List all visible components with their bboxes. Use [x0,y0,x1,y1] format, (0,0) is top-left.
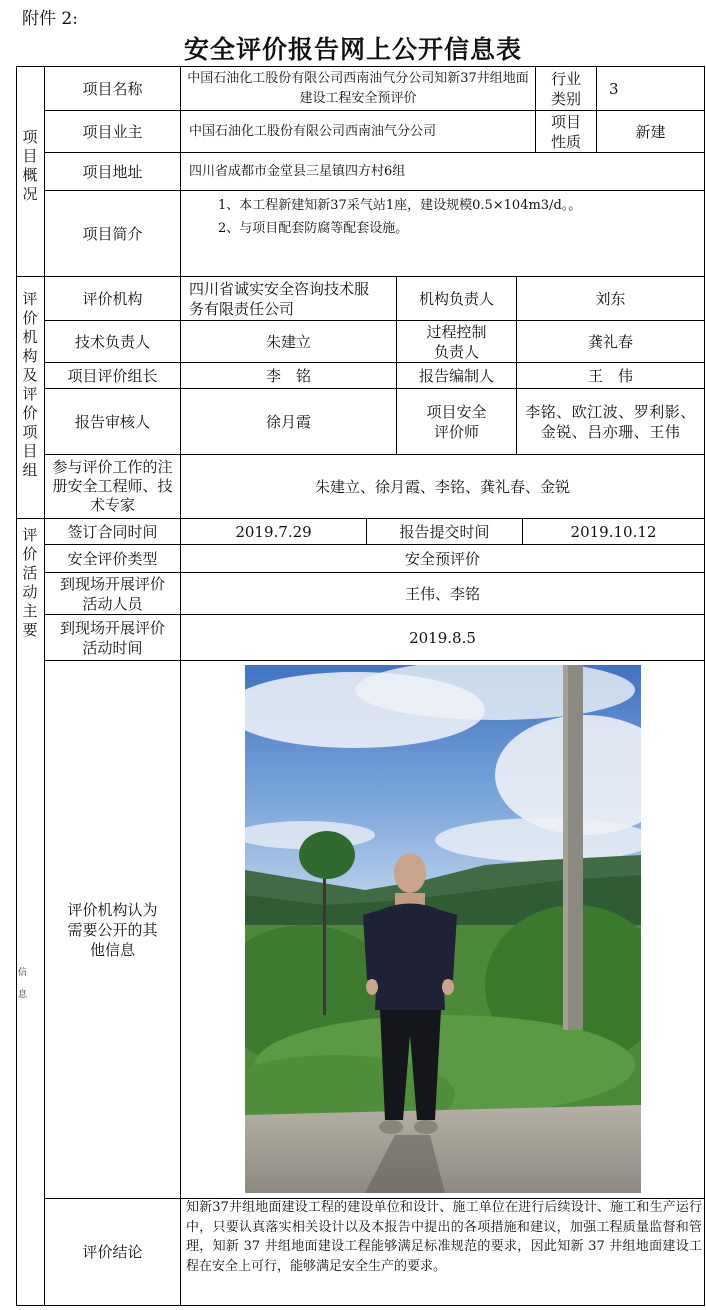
writer-label: 报告编制人 [418,366,494,385]
project-nature-label: 项目性质 [550,112,581,151]
leader-value: 李 铭 [265,366,311,385]
process-value: 龚礼春 [587,332,633,351]
industry-value: 3 [609,79,619,98]
intro-line: 1、本工程新建知新37采气站1座，建设规模0.5×104m3/d。。 [218,198,582,213]
project-address-value: 四川省成都市金堂县三星镇四方村6组 [189,163,406,179]
org-value: 四川省诚实安全咨询技术服务有限责任公司 [189,279,370,318]
industry-label: 行业类别 [550,69,581,108]
section-label-activity: 评价活动主要 [22,526,38,639]
leader-label: 项目评价组长 [67,366,158,385]
reviewer-label: 报告审核人 [74,412,150,431]
type-label: 安全评价类型 [67,549,158,568]
time-label: 到现场开展评价活动时间 [59,618,165,657]
site-photo [245,665,641,1193]
conclusion-label: 评价结论 [82,1243,143,1261]
writer-value: 王 伟 [587,366,633,385]
assessors-value: 李铭、欧江波、罗利影、金锐、吕亦珊、王伟 [525,402,696,441]
section-label-agency: 评价机构及评价项目组 [22,290,38,479]
section-label-info: 信息 [18,968,28,1000]
project-owner-label: 项目业主 [82,122,143,141]
org-head-value: 刘东 [595,289,626,308]
contract-label: 签订合同时间 [67,522,158,541]
type-value: 安全预评价 [404,549,480,568]
conclusion-text: 知新37井组地面建设工程的建设单位和设计、施工单位在进行后续设计、施工和生产运行中，只要认真落实相关设计以及本报告中提出的各项措施和建议，加强工程质量监督和管理，知新 37 井组地面建设工程能够满足标准规范的要求，因此知新 37 井组地面建设工程在安全上可行，能够满足安全生产的要求。 [186,1200,702,1274]
experts-label: 参与评价工作的注册安全工程师、技术专家 [52,458,173,514]
contract-value: 2019.7.29 [235,522,312,541]
tech-label: 技术负责人 [74,332,150,351]
project-nature-value: 新建 [635,122,666,141]
staff-label: 到现场开展评价活动人员 [59,574,165,613]
project-owner-value: 中国石油化工股份有限公司西南油气分公司 [189,123,437,139]
staff-value: 王伟、李铭 [404,584,480,603]
project-intro-label: 项目简介 [82,224,143,243]
time-value: 2019.8.5 [409,628,476,647]
process-label: 过程控制负责人 [426,322,487,361]
project-name-value: 中国石油化工股份有限公司西南油气分公司知新37井组地面建设工程安全预评价 [187,70,529,106]
page-title: 安全评价报告网上公开信息表 [183,35,522,64]
org-label: 评价机构 [82,289,143,308]
attachment-label: 附件 2: [22,9,78,29]
submit-label: 报告提交时间 [399,522,490,541]
reviewer-value: 徐月霞 [265,412,311,431]
intro-line: 2、与项目配套防腐等配套设施。 [218,221,409,236]
org-head-label: 机构负责人 [418,289,494,308]
project-intro-text [186,194,691,240]
assessors-label: 项目安全评价师 [426,402,487,441]
experts-value: 朱建立、徐月霞、李铭、龚礼春、金锐 [314,477,570,496]
project-address-label: 项目地址 [82,162,143,181]
project-name-label: 项目名称 [82,79,143,98]
tech-value: 朱建立 [265,332,311,351]
other-info-label: 评价机构认为需要公开的其他信息 [67,900,158,959]
section-label-overview: 项目概况 [22,128,38,203]
submit-value: 2019.10.12 [570,522,657,541]
